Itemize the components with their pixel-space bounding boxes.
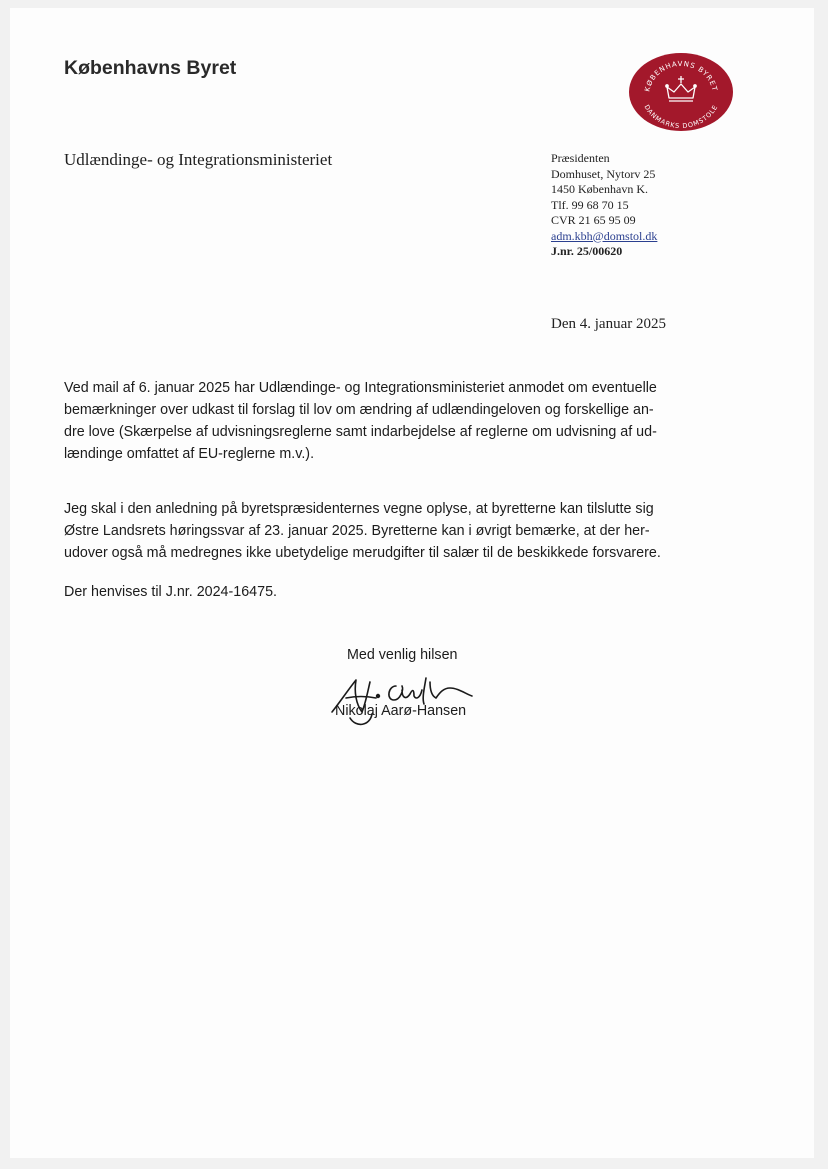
court-name: Københavns Byret [64,57,237,79]
paragraph-line: Ved mail af 6. januar 2025 har Udlændinge- og Integrationsministeriet anmodet om eventuelle [64,380,657,396]
closing-greeting: Med venlig hilsen [347,647,458,663]
paragraph-line: Der henvises til J.nr. 2024-16475. [64,584,277,600]
recipient: Udlændinge- og Integrationsministeriet [64,150,333,169]
letter-date: Den 4. januar 2025 [551,316,666,332]
paragraph-line: Jeg skal i den anledning på byretspræsidenternes vegne oplyse, at byretterne kan tilslutte sig [64,501,654,517]
signer-name: Nikolaj Aarø-Hansen [335,703,467,719]
paragraph-line: dre love (Skærpelse af udvisningsreglerne samt indarbejdelse af reglerne om udvisning af ud- [64,424,657,440]
sender-phone: Tlf. 99 68 70 15 [551,197,629,212]
seal-text-bottom: DANMARKS DOMSTOLE [642,103,720,131]
body-paragraph-2 [64,498,754,564]
seal-text-top: KØBENHAVNS BYRET [643,59,719,93]
paragraph-line: bemærkninger over udkast til forslag til lov om ændring af udlændingeloven og forskellige an- [64,402,654,418]
sender-email-link[interactable]: adm.kbh@domstol.dk [551,228,658,243]
journal-number: J.nr. 25/00620 [551,244,623,258]
body-paragraph-1 [64,377,754,465]
paragraph-line: lændinge omfattet af EU-reglerne m.v.). [64,446,315,462]
paragraph-line: Østre Landsrets høringssvar af 23. januar 2025. Byretterne kan i øvrigt bemærke, at der her- [64,523,650,539]
sender-title: Præsidenten [551,151,610,165]
sender-city: 1450 København K. [551,182,648,196]
sender-cvr: CVR 21 65 95 09 [551,213,636,227]
sender-address-block [551,151,657,260]
court-seal [627,52,735,132]
body-paragraph-3 [64,581,754,603]
sender-street: Domhuset, Nytorv 25 [551,166,656,181]
paragraph-line: udover også må medregnes ikke ubetydelige merudgifter til salær til de beskikkede forsvarere. [64,545,661,561]
